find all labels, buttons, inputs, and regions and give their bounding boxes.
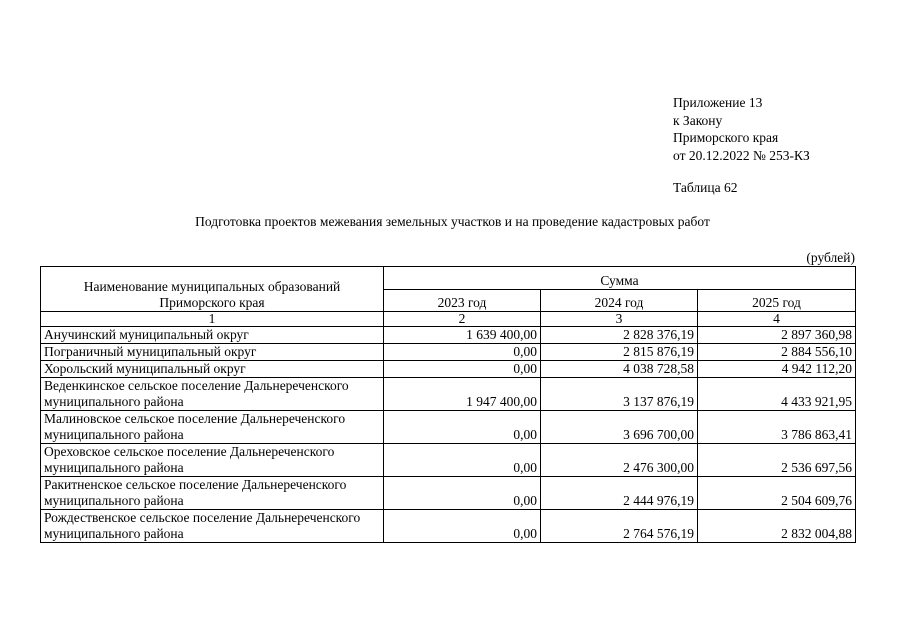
- value-2025: 2 536 697,56: [698, 444, 856, 477]
- value-2024: 2 828 376,19: [541, 327, 698, 344]
- row-name: Ореховское сельское поселение Дальнереченского муниципального района: [41, 444, 384, 477]
- table-row: [41, 510, 856, 543]
- table-number: Таблица 62: [673, 180, 738, 195]
- appendix-line: от 20.12.2022 № 253-КЗ: [673, 147, 810, 163]
- header-year-2023: 2023 год: [384, 289, 541, 312]
- appendix-line: к Закону: [673, 112, 723, 128]
- budget-table: [40, 266, 856, 543]
- table-row: [41, 327, 856, 344]
- header-year-2024: 2024 год: [541, 289, 698, 312]
- value-2023: 1 947 400,00: [384, 378, 541, 411]
- value-2025: 3 786 863,41: [698, 411, 856, 444]
- row-name: Рождественское сельское поселение Дальнереченского муниципального района: [41, 510, 384, 543]
- column-number: 2: [384, 312, 541, 327]
- value-2024: 2 815 876,19: [541, 344, 698, 361]
- value-2025: 2 884 556,10: [698, 344, 856, 361]
- table-row: [41, 411, 856, 444]
- row-name: Ракитненское сельское поселение Дальнереченского муниципального района: [41, 477, 384, 510]
- unit-label: (рублей): [806, 250, 855, 265]
- table-row: [41, 344, 856, 361]
- row-name: Малиновское сельское поселение Дальнереченского муниципального района: [41, 411, 384, 444]
- appendix-line: Приморского края: [673, 130, 779, 145]
- value-2024: 2 444 976,19: [541, 477, 698, 510]
- row-name: Веденкинское сельское поселение Дальнереченского муниципального района: [41, 378, 384, 411]
- table-row: [41, 444, 856, 477]
- value-2024: 3 137 876,19: [541, 378, 698, 411]
- column-number: 4: [698, 312, 856, 327]
- value-2023: 0,00: [384, 344, 541, 361]
- value-2023: 0,00: [384, 361, 541, 378]
- value-2023: 0,00: [384, 444, 541, 477]
- value-2024: 2 476 300,00: [541, 444, 698, 477]
- header-name: Наименование муниципальных образований Приморского края: [41, 267, 384, 312]
- table-row: [41, 361, 856, 378]
- table-row: [41, 378, 856, 411]
- value-2023: 1 639 400,00: [384, 327, 541, 344]
- value-2025: 2 897 360,98: [698, 327, 856, 344]
- value-2024: 2 764 576,19: [541, 510, 698, 543]
- document-title: Подготовка проектов межевания земельных участков и на проведение кадастровых работ: [195, 214, 710, 229]
- value-2025: 4 433 921,95: [698, 378, 856, 411]
- row-name: Пограничный муниципальный округ: [41, 344, 384, 361]
- appendix-block: [673, 94, 810, 164]
- row-name: Анучинский муниципальный округ: [41, 327, 384, 344]
- value-2023: 0,00: [384, 510, 541, 543]
- header-year-2025: 2025 год: [698, 289, 856, 312]
- value-2025: 2 832 004,88: [698, 510, 856, 543]
- row-name: Хорольский муниципальный округ: [41, 361, 384, 378]
- header-sum: Сумма: [384, 267, 856, 290]
- value-2025: 2 504 609,76: [698, 477, 856, 510]
- value-2023: 0,00: [384, 477, 541, 510]
- value-2024: 4 038 728,58: [541, 361, 698, 378]
- value-2023: 0,00: [384, 411, 541, 444]
- column-number: 3: [541, 312, 698, 327]
- value-2025: 4 942 112,20: [698, 361, 856, 378]
- value-2024: 3 696 700,00: [541, 411, 698, 444]
- column-number: 1: [41, 312, 384, 327]
- column-number-row: [41, 312, 856, 327]
- appendix-line: Приложение 13: [673, 95, 763, 110]
- table-row: [41, 477, 856, 510]
